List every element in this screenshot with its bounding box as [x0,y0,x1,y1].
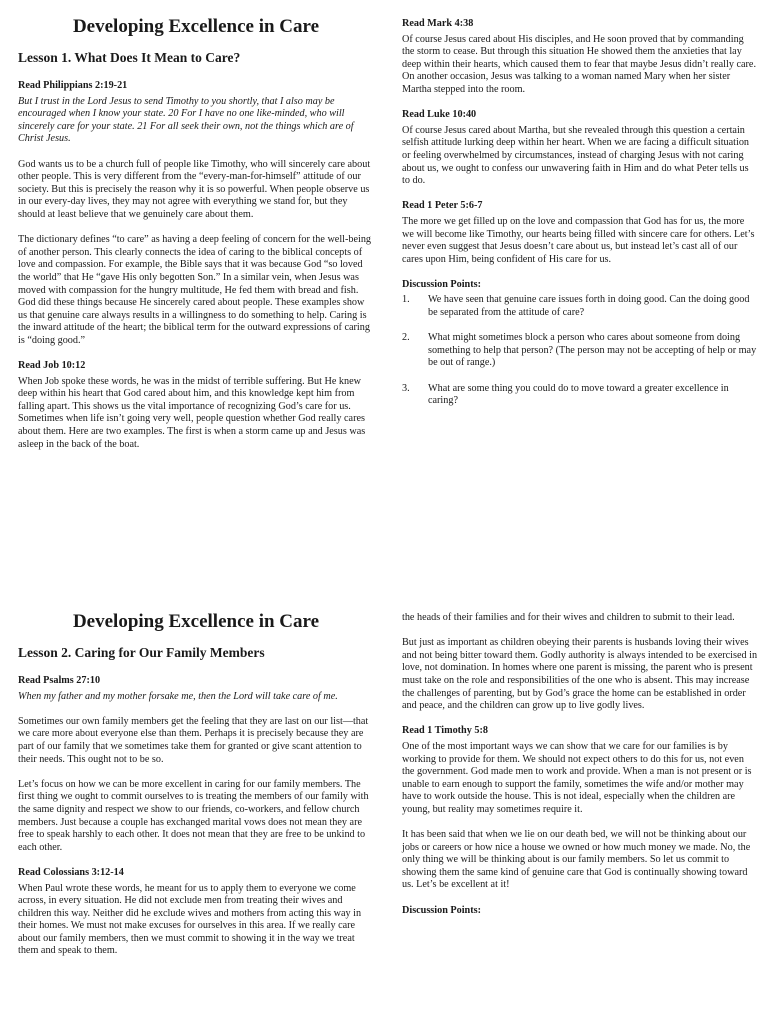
discussion-points-list [402,294,758,407]
discussion-point [402,383,758,408]
section-heading: Read Philippians 2:19-21 [18,80,128,91]
section-heading: Read 1 Peter 5:6-7 [402,200,483,212]
body-paragraph: God wants us to be a church full of people like Timothy, who will sincerely care about other people. This is very different from the “every-man-for-himself” attitude of our society. But this is precisely the reason why it is so powerful. When people observe us in our every-day lives, they may not agree with everything we stand for, but they should at least believe that we genuinely care about them. [18,158,371,220]
body-paragraph: But just as important as children obeying their parents is husbands loving their wives and not being bitter toward them. Godly authority is always intended to be exercised in love, not domination. In homes where one parent is missing, the parent who is present must take on the role and responsibilities of the one who is absent. This may increase the challenges of parenting, but by God’s grace the home can be established in order and peace, and the children can grow up to live godly lives. [402,637,758,712]
body-paragraph: The more we get filled up on the love and compassion that God has for us, the more we will become like Timothy, our hearts being filled with sincere care for others. Let’s never even suggest that Jesus doesn’t care about us, but instead let’s cast all of our cares upon Him, being confident of His care for us. [402,215,755,265]
section-heading: Read Job 10:12 [18,360,86,372]
point-number: 3. [402,382,410,394]
top-left-column [18,16,374,464]
section-heading: Read Psalms 27:10 [18,675,101,686]
discussion-point [402,332,758,370]
section-heading: Read Luke 10:40 [402,109,477,121]
point-number: 2. [402,332,410,344]
bottom-right-column [402,612,758,920]
page-title: Developing Excellence in Care [72,16,320,37]
point-text: We have seen that genuine care issues forth in doing good. Can the doing good be separated from the attitude of care? [428,294,750,319]
top-right-column [402,18,758,420]
lesson-heading: Lesson 1. What Does It Mean to Care? [18,50,241,65]
section-heading: Discussion Points: [402,904,481,916]
scripture-verse: But I trust in the Lord Jesus to send Timothy to you shortly, that I also may be encouraged when I know your state. 20 For I have no one like-minded, who will sincerely care for your state. 21 For all seek their own, not the things which are of Christ Jesus. [18,95,354,145]
bottom-left-column [18,611,374,971]
body-paragraph: When Paul wrote these words, he meant for us to apply them to everyone we come across, in every situation. He did not exclude men from treating their wives and children this way. Neither did he exclude wives and mothers from acting this way in their homes. We must not make excuses for ourselves in this area. If we really care about our family members, then we must commit to showing it in the way we treat them and speak to them. [18,882,362,957]
point-text: What are some thing you could do to move toward a greater excellence in caring? [428,382,729,407]
body-paragraph: The dictionary defines “to care” as having a deep feeling of concern for the well-being of another person. This clearly connects the idea of caring to the biblical concepts of love and compassion. For example, the Bible says that it was because God “so loved the world” that He “gave His only begotten Son.” In a similar vein, when Jesus was moved with compassion for the hungry multitude, He fed them with bread and fish. God did these things because He sincerely cared about people. These examples show us that genuine care always results in a willingness to do something to help. Caring is the inward attitude of the heart; the biblical term for the outward expressions of caring is “doing good.” [18,234,372,346]
body-paragraph: When Job spoke these words, he was in the midst of terrible suffering. But He knew deep within his heart that God cared about him, and this knowledge kept him from falling apart. This shows us the vital importance of recognizing God’s care for us. Sometimes when life isn’t going very well, people question whether God really cares about them. Here are two examples. The first is when a storm came up and Jesus was asleep in the back of the boat. [18,375,366,450]
lesson-heading: Lesson 2. Caring for Our Family Members [18,645,265,660]
body-paragraph: Of course Jesus cared about His disciples, and He soon proved that by commanding the storm to cease. But through this situation He showed them the anxieties that lay deep within their hearts, which caused them to fear that maybe Jesus didn’t really care. On another occasion, Jesus was talking to a woman named Mary when her sister Martha stepped into the room. [402,33,756,95]
body-paragraph: Sometimes our own family members get the feeling that they are last on our list—that we care more about everyone else than them. Perhaps it is precisely because they are part of our family that we sometimes take them for granted or give scant attention to their needs. This ought not to be so. [18,715,369,765]
section-heading: Discussion Points: [402,278,481,290]
body-paragraph: One of the most important ways we can show that we care for our families is by working to provide for them. We should not expect others to do this for us, not even the government. God made men to work and provide. When a man is not present or is unable to earn enough to support the family, sometimes the wife and/or mother may have to work outside the house. This is not ideal, especially when the children are young, but reality may sometimes require it. [402,740,752,815]
body-paragraph: It has been said that when we lie on our death bed, we will not be thinking about our jobs or careers or how nice a house we owned or how much money we made. No, the only thing we will be thinking about is our family members. So let us commit to showing them the same kind of genuine care that God is continually showing toward us. Let’s be excellent at it! [402,829,751,891]
point-number: 1. [402,294,410,306]
scripture-verse: When my father and my mother forsake me, then the Lord will take care of me. [18,690,338,702]
section-heading: Read Colossians 3:12-14 [18,866,124,878]
body-paragraph: Of course Jesus cared about Martha, but she revealed through this question a certain selfish attitude lurking deep within her heart. When we are facing a difficult situation or feeling overwhelmed by circumstances, instead of charging Jesus with not caring about us, we ought to confess our unwavering faith in Him and do what Peter tells us to do. [402,124,750,187]
section-heading: Read Mark 4:38 [402,18,474,29]
point-text: What might sometimes block a person who cares about someone from doing something to help that person? (The person may not be accepting of help or may be out of range.) [428,332,757,369]
section-heading: Read 1 Timothy 5:8 [402,725,488,737]
page-title: Developing Excellence in Care [72,611,320,632]
discussion-point [402,294,758,319]
body-paragraph: Let’s focus on how we can be more excellent in caring for our family members. The first thing we ought to commit ourselves to is treating the members of our family with the same dignity and respect we show to our friends, co-workers, and fellow church members. Just because a couple has exchanged marital vows does not mean they are free to speak harshly to each other. It does not mean that they are free to be unkind to each other. [18,778,369,853]
body-paragraph: the heads of their families and for their wives and children to submit to their lead. [402,612,735,623]
